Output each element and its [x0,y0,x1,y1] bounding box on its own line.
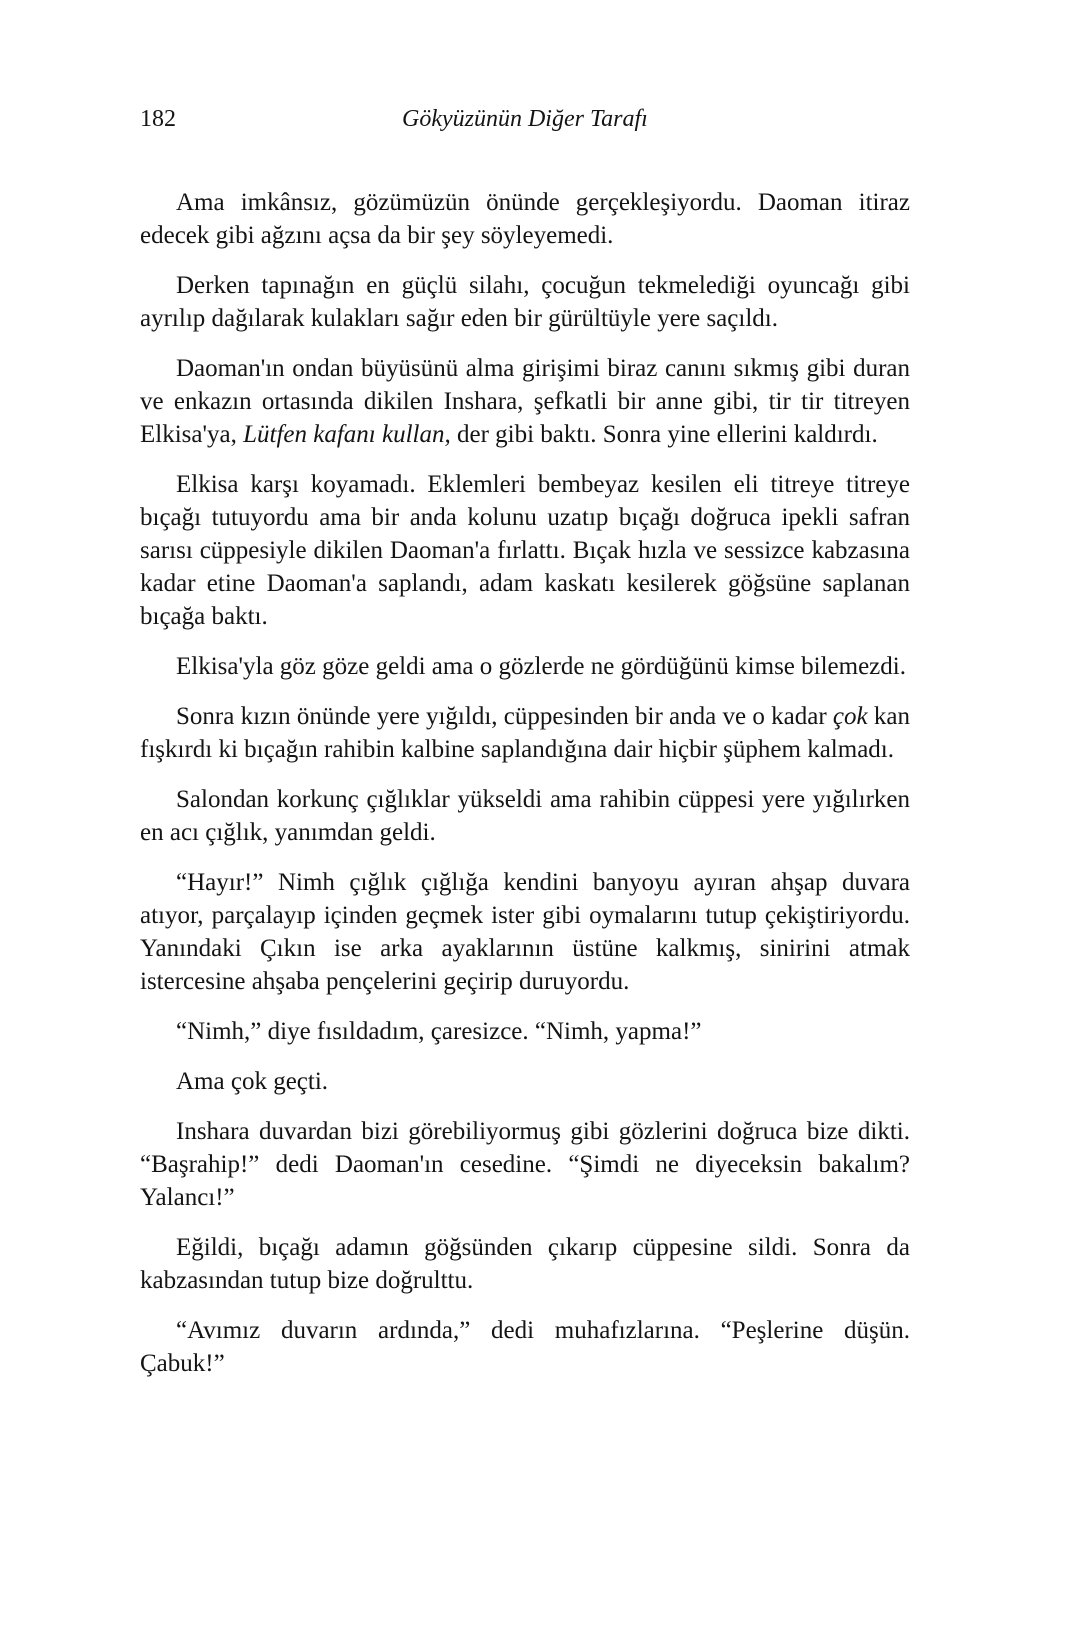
body-text [140,186,910,1397]
paragraph: Ama çok geçti. [176,1068,329,1095]
page-header [140,106,910,142]
paragraph: Eğildi, bıçağı adamın göğsünden çıkarıp cüppesine sildi. Sonra da kabzasından tutup bize doğrulttu. [140,1234,910,1294]
paragraph: Salondan korkunç çığlıklar yükseldi ama rahibin cüppesi yere yığılırken en acı çığlık, yanımdan geldi. [140,786,910,846]
italic-text: Lütfen kafanı kullan, [243,421,451,448]
paragraph-text: kan fışkırdı ki bıçağın rahibin kalbine saplandığına dair hiçbir şüphem kalmadı. [140,703,910,763]
paragraph-text: Daoman'ın ondan büyüsünü alma girişimi biraz canını sıkmış gibi duran ve enkazın ortasında dikilen Inshara, şefkatli bir anne gibi, tir tir titreyen Elkisa'ya, [140,355,910,448]
paragraph: Inshara duvardan bizi görebiliyormuş gibi gözlerini doğruca bize dikti. “Başrahip!” dedi Daoman'ın cesedine. “Şimdi ne diyeceksin bakalım? Yalancı!” [140,1118,910,1211]
paragraph: “Hayır!” Nimh çığlık çığlığa kendini banyoyu ayıran ahşap duvara atıyor, parçalayıp içinden geçmek ister gibi oymalarını tutup çekiştiriyordu. Yanındaki Çıkın ise arka ayaklarının üstüne kalkmış, sinirini atmak istercesine ahşaba pençelerini geçirip duruyordu. [140,869,910,995]
italic-text: çok [832,703,868,730]
paragraph: “Avımız duvarın ardında,” dedi muhafızlarına. “Peşlerine düşün. Çabuk!” [140,1317,910,1377]
paragraph-text: Sonra kızın önünde yere yığıldı, cüppesinden bir anda ve o kadar [176,703,827,730]
paragraph: Elkisa'yla göz göze geldi ama o gözlerde ne gördüğünü kimse bilemezdi. [176,653,906,680]
paragraph [140,700,910,766]
paragraph [140,352,910,451]
paragraph-text: der gibi baktı. Sonra yine ellerini kaldırdı. [456,421,878,448]
paragraph: “Nimh,” diye fısıldadım, çaresizce. “Nimh, yapma!” [176,1018,702,1045]
page-number: 182 [140,106,176,132]
paragraph: Ama imkânsız, gözümüzün önünde gerçekleşiyordu. Daoman itiraz edecek gibi ağzını açsa da bir şey söyleyemedi. [140,189,910,249]
paragraph: Derken tapınağın en güçlü silahı, çocuğun tekmelediği oyuncağı gibi ayrılıp dağılarak kulakları sağır eden bir gürültüyle yere saçıldı. [140,272,910,332]
running-title: Gökyüzünün Diğer Tarafı [402,106,648,132]
paragraph: Elkisa karşı koyamadı. Eklemleri bembeyaz kesilen eli titreye titreye bıçağı tutuyordu ama bir anda kolunu uzatıp bıçağı doğruca ipekli safran sarısı cüppesiyle dikilen Daoman'a fırlattı. Bıçak hızla ve sessizce kabzasına kadar etine Daoman'a saplandı, adam kaskatı kesilerek göğsüne saplanan bıçağa baktı. [140,471,910,630]
